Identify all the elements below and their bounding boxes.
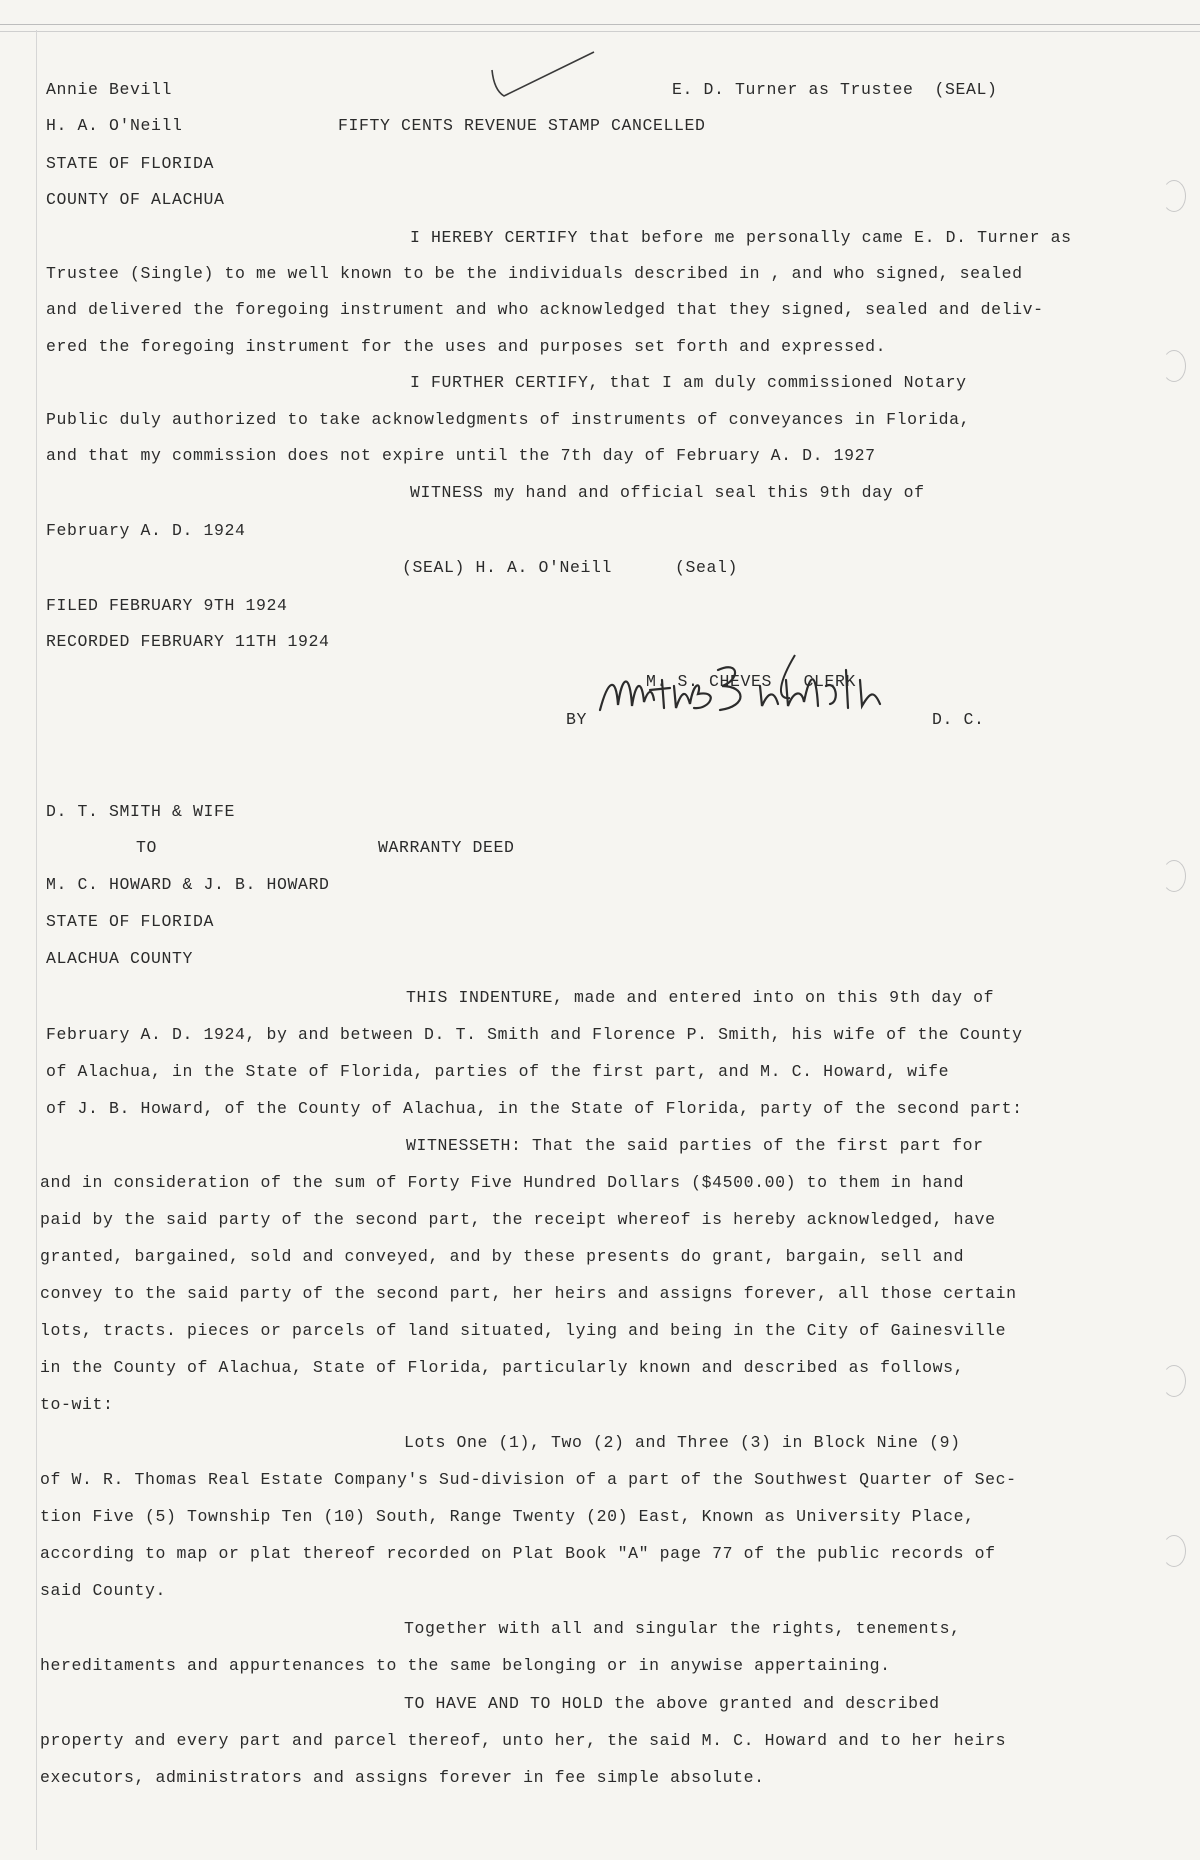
deed-line: said County.	[40, 1581, 167, 1600]
deed-line: in the County of Alachua, State of Florida, particularly known and described as follows,	[40, 1358, 965, 1377]
deed-line: of Alachua, in the State of Florida, parties of the first part, and M. C. Howard, wife	[46, 1062, 950, 1081]
signer-oneill: H. A. O'Neill	[46, 116, 183, 135]
signer-annie-bevill: Annie Bevill	[46, 80, 173, 99]
punch-hole	[1162, 1535, 1186, 1567]
deed-line: property and every part and parcel thereof, unto her, the said M. C. Howard and to her heirs	[40, 1731, 1007, 1750]
deed-line: according to map or plat thereof recorded on Plat Book "A" page 77 of the public records of	[40, 1544, 996, 1563]
deed-line: lots, tracts. pieces or parcels of land situated, lying and being in the City of Gainesville	[40, 1321, 1007, 1340]
deputy-clerk-label: D. C.	[932, 710, 985, 729]
deed-line: convey to the said party of the second part, her heirs and assigns forever, all those certain	[40, 1284, 1017, 1303]
certificate-line: and delivered the foregoing instrument and who acknowledged that they signed, sealed and deliv-	[46, 300, 1044, 319]
certificate-line: and that my commission does not expire until the 7th day of February A. D. 1927	[46, 446, 876, 465]
deed-line: to-wit:	[40, 1395, 114, 1414]
to-heading: TO	[136, 838, 158, 857]
deed-state: STATE OF FLORIDA	[46, 912, 215, 931]
grantor-heading: D. T. SMITH & WIFE	[46, 802, 236, 821]
top-border	[0, 24, 1200, 32]
deed-line: tion Five (5) Township Ten (10) South, Range Twenty (20) East, Known as University Place,	[40, 1507, 975, 1526]
certificate-line: I FURTHER CERTIFY, that I am duly commissioned Notary	[410, 373, 967, 392]
certificate-line: Trustee (Single) to me well known to be the individuals described in , and who signed, sealed	[46, 264, 1023, 283]
left-margin-line	[36, 30, 37, 1850]
punch-hole	[1162, 350, 1186, 382]
deed-line: WITNESSETH: That the said parties of the first part for	[406, 1136, 984, 1155]
by-label: BY	[566, 710, 588, 729]
certificate-line: I HEREBY CERTIFY that before me personally came E. D. Turner as	[410, 228, 1072, 247]
state-heading: STATE OF FLORIDA	[46, 154, 215, 173]
deed-line: of W. R. Thomas Real Estate Company's Sud-division of a part of the Southwest Quarter of Sec-	[40, 1470, 1017, 1489]
certificate-line: ered the foregoing instrument for the uses and purposes set forth and expressed.	[46, 337, 887, 356]
handwritten-signature	[590, 650, 920, 730]
punch-hole	[1162, 860, 1186, 892]
certificate-line: February A. D. 1924	[46, 521, 246, 540]
check-mark-icon	[484, 50, 604, 110]
deed-line: granted, bargained, sold and conveyed, and by these presents do grant, bargain, sell and	[40, 1247, 965, 1266]
deed-county: ALACHUA COUNTY	[46, 949, 194, 968]
deed-line: TO HAVE AND TO HOLD the above granted and described	[404, 1694, 940, 1713]
grantee-heading: M. C. HOWARD & J. B. HOWARD	[46, 875, 330, 894]
deed-line: Lots One (1), Two (2) and Three (3) in Block Nine (9)	[404, 1433, 961, 1452]
filed-date: FILED FEBRUARY 9TH 1924	[46, 596, 288, 615]
deed-line: THIS INDENTURE, made and entered into on this 9th day of	[406, 988, 995, 1007]
deed-line: and in consideration of the sum of Forty Five Hundred Dollars ($4500.00) to them in hand	[40, 1173, 965, 1192]
clerk-line: M. S. CHEVES CLERK	[646, 672, 857, 691]
punch-hole	[1162, 1365, 1186, 1397]
deed-line: paid by the said party of the second part, the receipt whereof is hereby acknowledged, have	[40, 1210, 996, 1229]
deed-line: hereditaments and appurtenances to the same belonging or in anywise appertaining.	[40, 1656, 891, 1675]
deed-line: executors, administrators and assigns forever in fee simple absolute.	[40, 1768, 765, 1787]
punch-hole	[1162, 180, 1186, 212]
deed-line: of J. B. Howard, of the County of Alachua, in the State of Florida, party of the second part:	[46, 1099, 1023, 1118]
deed-title: WARRANTY DEED	[378, 838, 515, 857]
county-heading: COUNTY OF ALACHUA	[46, 190, 225, 209]
notary-seal: (SEAL) H. A. O'Neill (Seal)	[402, 558, 739, 577]
certificate-line: Public duly authorized to take acknowledgments of instruments of conveyances in Florida,	[46, 410, 971, 429]
revenue-stamp-note: FIFTY CENTS REVENUE STAMP CANCELLED	[338, 116, 706, 135]
trustee-seal: E. D. Turner as Trustee (SEAL)	[672, 80, 998, 99]
recorded-date: RECORDED FEBRUARY 11TH 1924	[46, 632, 330, 651]
deed-line: February A. D. 1924, by and between D. T. Smith and Florence P. Smith, his wife of the County	[46, 1025, 1023, 1044]
deed-line: Together with all and singular the rights, tenements,	[404, 1619, 961, 1638]
certificate-line: WITNESS my hand and official seal this 9th day of	[410, 483, 925, 502]
